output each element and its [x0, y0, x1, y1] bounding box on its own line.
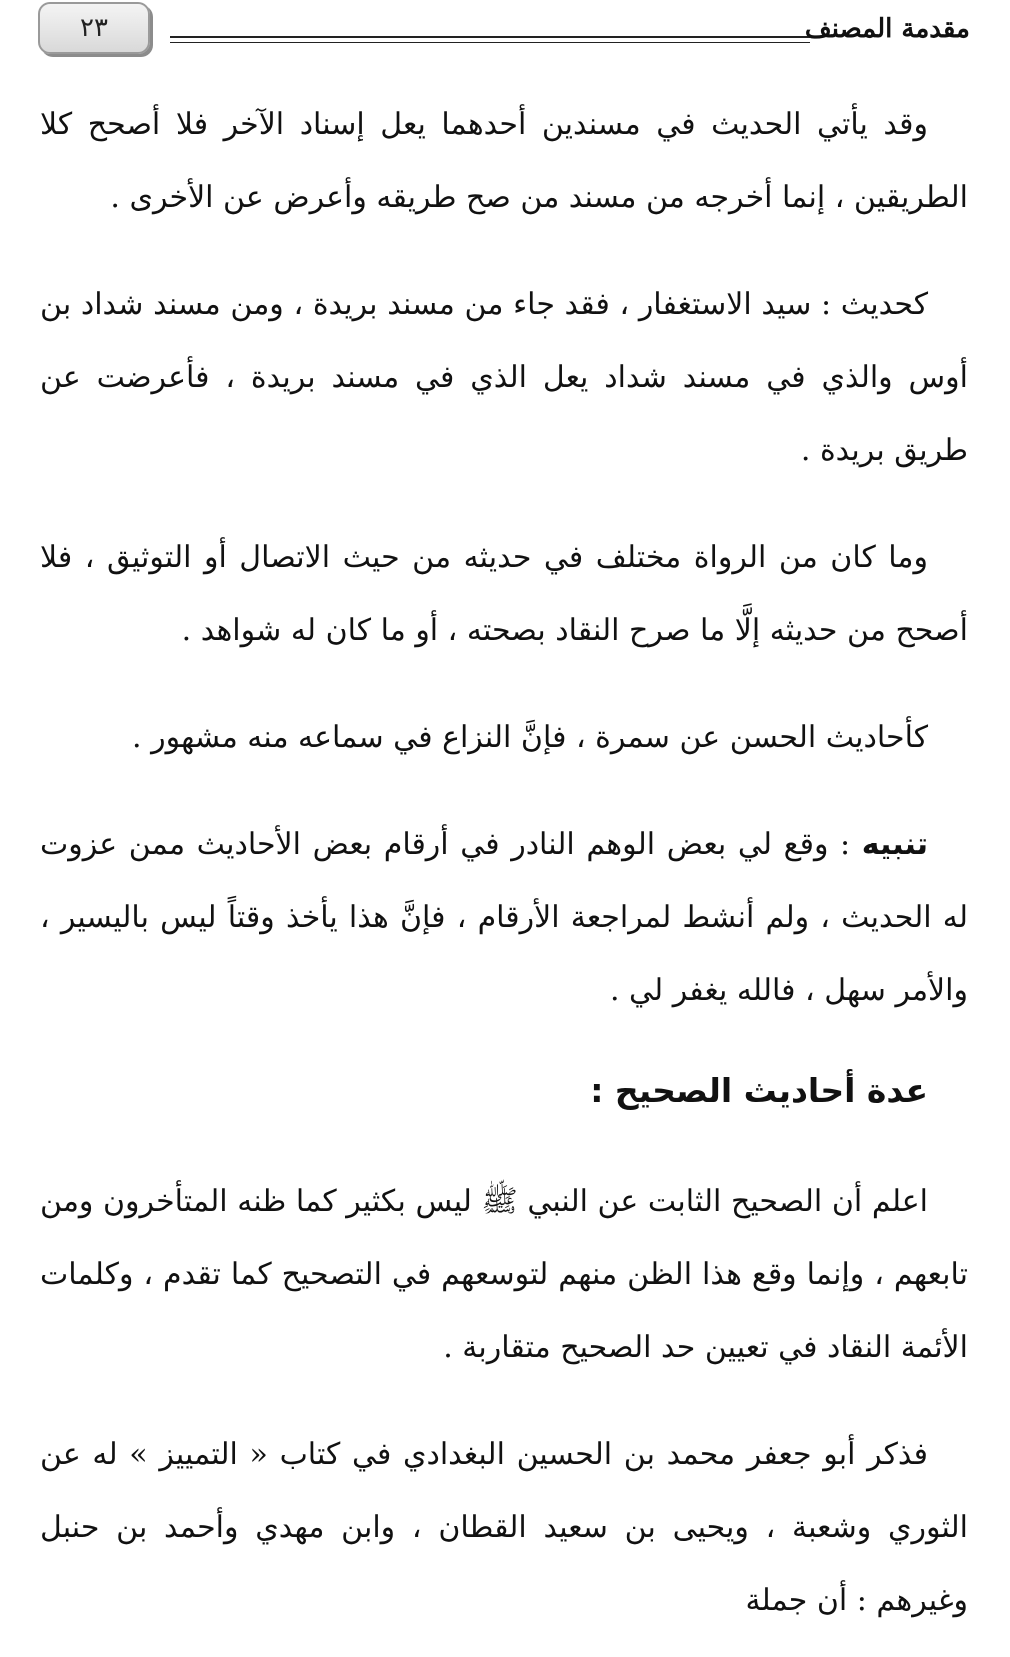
page-body	[40, 88, 968, 1637]
section-heading: عدة أحاديث الصحيح :	[590, 1071, 928, 1110]
paragraph: فذكر أبو جعفر محمد بن الحسين البغدادي في كتاب « التمييز » له عن الثوري وشعبة ، ويحيى بن سعيد القطان ، وابن مهدي وأحمد بن حنبل وغيرهم : أن جملة	[40, 1437, 968, 1618]
page-header	[0, 0, 1010, 70]
paragraph: وقد يأتي الحديث في مسندين أحدهما يعل إسناد الآخر فلا أصحح كلا الطريقين ، إنما أخرجه من مسند من صح طريقه وأعرض عن الأخرى .	[40, 107, 968, 215]
paragraph: كأحاديث الحسن عن سمرة ، فإنَّ النزاع في سماعه منه مشهور .	[132, 720, 928, 755]
page-number: ٢٣	[38, 2, 150, 54]
paragraph: كحديث : سيد الاستغفار ، فقد جاء من مسند بريدة ، ومن مسند شداد بن أوس والذي في مسند شداد يعل الذي في مسند بريدة ، فأعرضت عن طريق بريدة .	[40, 287, 968, 468]
note-paragraph	[40, 808, 968, 1027]
note-text: : وقع لي بعض الوهم النادر في أرقام بعض الأحاديث ممن عزوت له الحديث ، ولم أنشط لمراجعة الأرقام ، فإنَّ هذا يأخذ وقتاً ليس باليسير ، والأمر سهل ، فالله يغفر لي .	[40, 827, 968, 1008]
note-label: تنبيه	[861, 827, 928, 862]
running-title: مقدمة المصنف	[804, 14, 970, 44]
header-divider	[170, 36, 810, 43]
paragraph: وما كان من الرواة مختلف في حديثه من حيث الاتصال أو التوثيق ، فلا أصحح من حديثه إلَّا ما صرح النقاد بصحته ، أو ما كان له شواهد .	[40, 540, 968, 648]
paragraph: اعلم أن الصحيح الثابت عن النبي ﷺ ليس بكثير كما ظنه المتأخرون ومن تابعهم ، وإنما وقع هذا الظن منهم لتوسعهم في التصحيح كما تقدم ، وكلمات الأئمة النقاد في تعيين حد الصحيح متقاربة .	[40, 1184, 968, 1365]
